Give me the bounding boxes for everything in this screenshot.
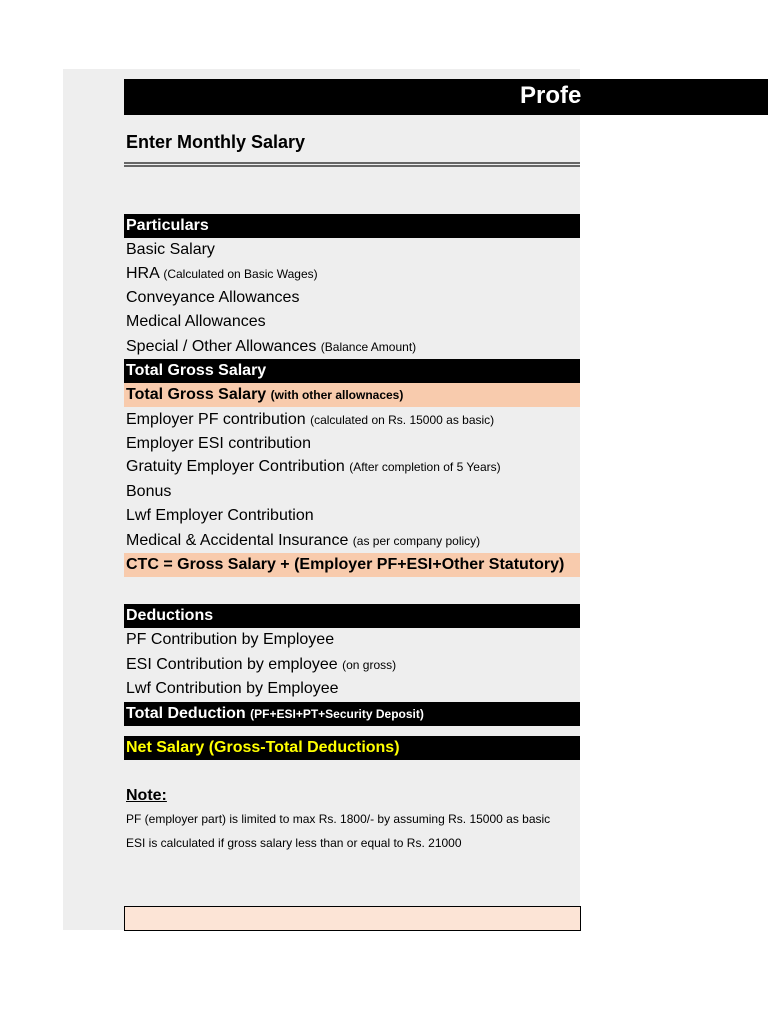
total-gross-salary-row: Total Gross Salary [124, 359, 580, 383]
particulars-header: Particulars [124, 214, 580, 238]
note-esi: ESI is calculated if gross salary less than or equal to Rs. 21000 [126, 836, 462, 850]
row-lwf-employee[interactable]: Lwf Contribution by Employee [126, 680, 339, 697]
row-lwf-employer[interactable]: Lwf Employer Contribution [126, 507, 314, 524]
total-deduction-row: Total Deduction (PF+ESI+PT+Security Deposit) [124, 702, 580, 726]
row-conveyance[interactable]: Conveyance Allowances [126, 289, 300, 306]
row-pf-employee[interactable]: PF Contribution by Employee [126, 631, 335, 648]
ctc-row: CTC = Gross Salary + (Employer PF+ESI+Other Statutory) [124, 553, 580, 577]
net-salary-row: Net Salary (Gross-Total Deductions) [124, 736, 580, 760]
row-hra[interactable]: HRA (Calculated on Basic Wages) [126, 265, 318, 282]
divider-line [124, 165, 580, 167]
total-gross-other-row: Total Gross Salary (with other allownaces) [124, 383, 580, 407]
row-employer-pf[interactable]: Employer PF contribution (calculated on Rs. 15000 as basic) [126, 411, 495, 428]
row-gratuity[interactable]: Gratuity Employer Contribution (After completion of 5 Years) [126, 458, 501, 475]
row-medical-allowances[interactable]: Medical Allowances [126, 313, 266, 330]
row-basic-salary[interactable]: Basic Salary [126, 241, 215, 258]
page-title: Profe [520, 82, 582, 109]
row-esi-employee[interactable]: ESI Contribution by employee (on gross) [126, 656, 397, 673]
divider-line [124, 162, 580, 164]
deductions-header: Deductions [124, 604, 580, 628]
row-employer-esi[interactable]: Employer ESI contribution [126, 435, 311, 452]
row-medical-insurance[interactable]: Medical & Accidental Insurance (as per company policy) [126, 532, 481, 549]
note-pf: PF (employer part) is limited to max Rs. 1800/- by assuming Rs. 15000 as basic [126, 812, 551, 826]
enter-monthly-salary-label: Enter Monthly Salary [126, 132, 306, 152]
row-special-allowances[interactable]: Special / Other Allowances (Balance Amount) [126, 338, 417, 355]
title-bar [124, 79, 768, 115]
input-cell[interactable] [124, 906, 581, 931]
note-label: Note: [126, 787, 167, 804]
row-bonus[interactable]: Bonus [126, 483, 172, 500]
